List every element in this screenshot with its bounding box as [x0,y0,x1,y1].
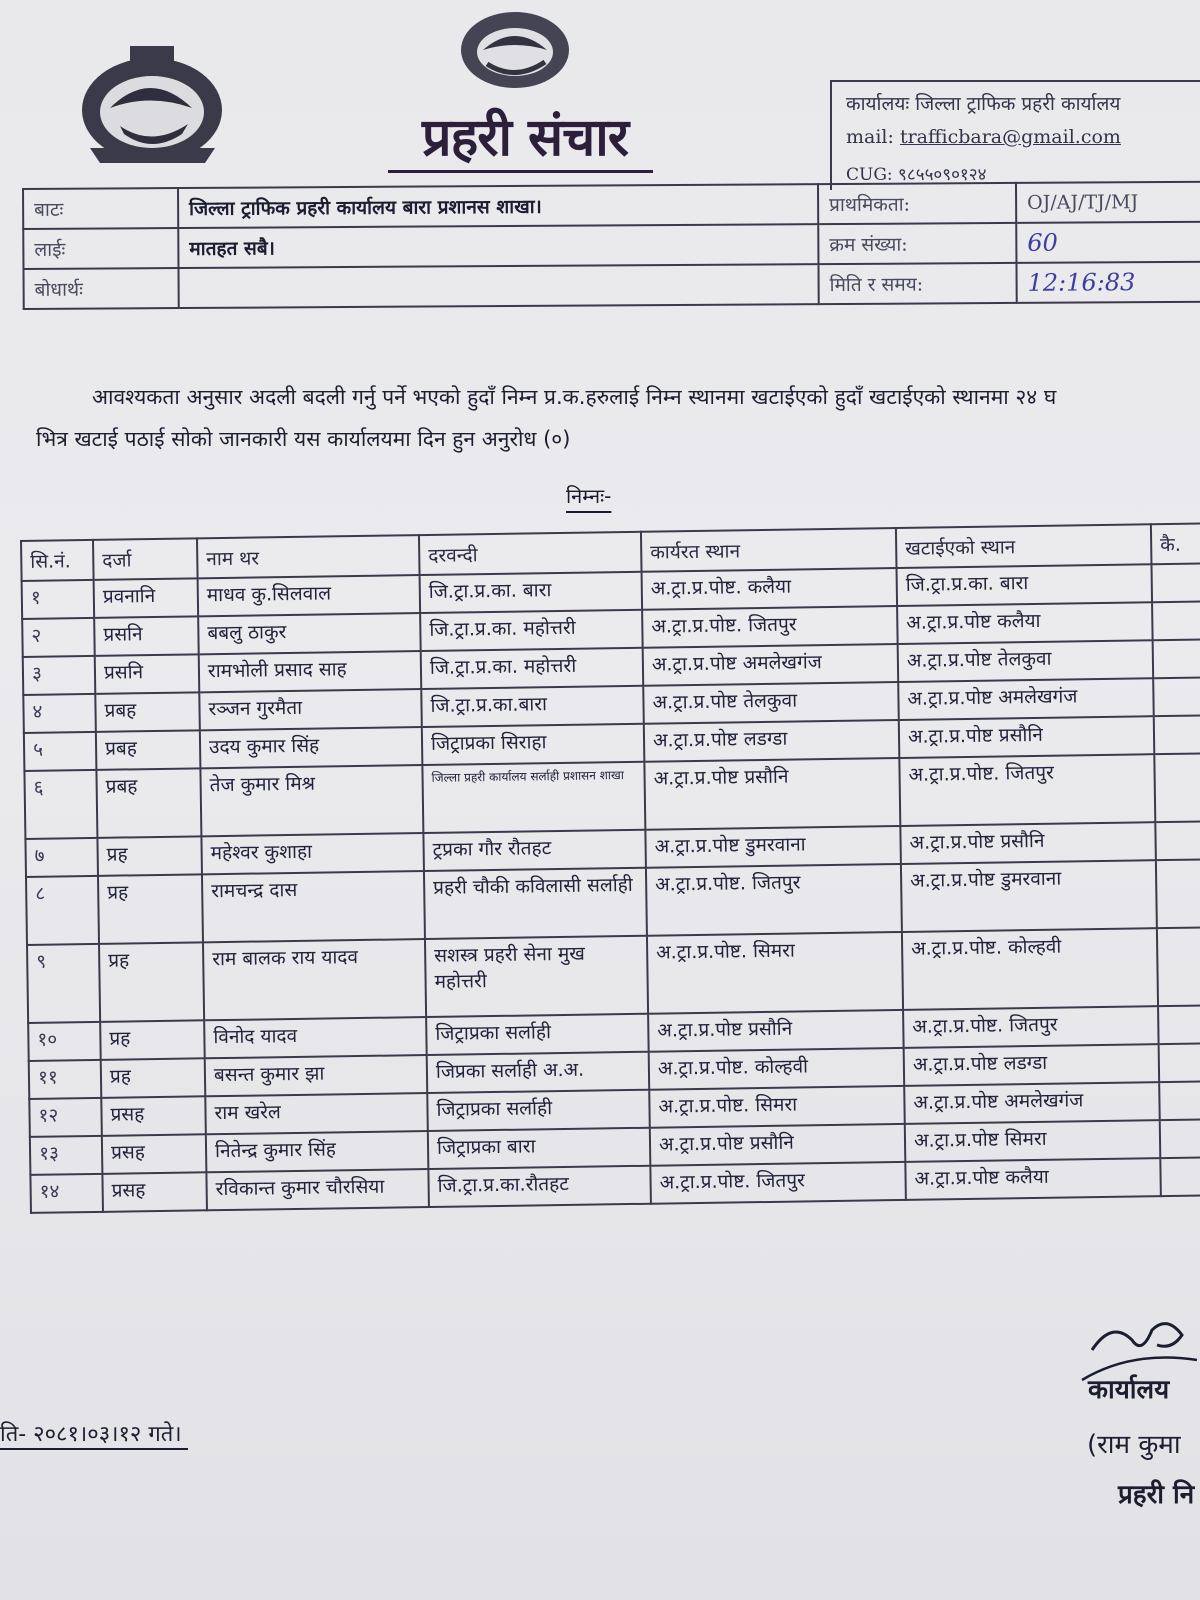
datetime-value: 12:16:83 [1016,262,1200,303]
serial-cell: ६ [24,770,97,839]
name-cell: तेज कुमार मिश्र [200,765,423,836]
name-cell: रविकान्त कुमार चौरसिया [206,1169,429,1210]
rank-cell: प्रसह [102,1134,207,1174]
current-station-cell: अ.ट्रा.प्र.पोष्ट प्रसौनि [644,758,900,830]
assigned-station-cell: अ.ट्रा.प्र.पोष्ट कलैया [905,1158,1161,1200]
body-paragraph-line1: आवश्यकता अनुसार अदली बदली गर्नु पर्ने भएको हुदाँ निम्न प्र.क.हरुलाई निम्न स्थानमा खटाईएको हुदाँ खटाईएको स्थानमा २४ घ [92,385,1057,409]
serial-cell: १२ [29,1098,102,1137]
name-cell: महेश्वर कुशाहा [201,833,424,874]
to-value: मातहत सबै। [178,224,818,268]
remarks-cell [1154,753,1200,822]
assigned-station-cell: अ.ट्रा.प्र.पोष्ट प्रसौनि [899,716,1155,758]
rank-cell: प्रवनानि [94,578,199,618]
serial-cell: ७ [25,838,98,877]
rank-cell: प्रबह [96,768,201,838]
post-cell: जि.ट्रा.प्र.का. महोत्तरी [420,610,643,651]
post-cell: जिट्राप्रका सिराहा [422,724,645,765]
from-label: बाटः [23,188,178,229]
post-cell: जि.ट्रा.प्र.का.रौतहट [428,1166,651,1207]
current-station-cell: अ.ट्रा.प्र.पोष्ट. जितपुर [642,606,898,648]
current-station-cell: अ.ट्रा.प्र.पोष्ट. जितपुर [650,1162,906,1204]
masthead [380,78,670,188]
remarks-cell [1153,677,1200,716]
rank-cell: प्रह [99,942,204,1022]
office-info-box [830,80,1200,190]
post-cell: जिल्ला प्रहरी कार्यालय सर्लाही प्रशासन शाखा [422,762,645,833]
rank-cell: प्रह [100,1020,205,1060]
serial-cell: ३ [23,656,96,695]
assigned-station-cell: जि.ट्रा.प्र.का. बारा [897,564,1153,606]
name-cell: रञ्जन गुरमैता [199,689,422,730]
remarks-cell [1160,1157,1200,1196]
body-paragraph-line2: भित्र खटाई पठाई सोको जानकारी यस कार्यालयमा दिन हुन अनुरोध (०) [36,427,571,451]
current-station-cell: अ.ट्रा.प्र.पोष्ट. सिमरा [649,1086,905,1128]
serial-cell: ८ [26,876,99,945]
remarks-cell [1151,563,1200,602]
priority-value: OJ/AJ/TJ/MJ [1016,182,1200,223]
rank-cell: प्रसनि [95,654,200,694]
masthead-title: प्रहरी संचार [422,107,628,168]
serial-cell: १० [28,1022,101,1061]
col-header-post: दरवन्दी [419,532,642,575]
assigned-station-cell: अ.ट्रा.प्र.पोष्ट अमलेखगंज [904,1082,1160,1124]
info-value [178,264,818,308]
remarks-cell [1159,1081,1200,1120]
to-label: लाईः [23,228,178,269]
signature-name: (राम कुमा [1087,1430,1181,1460]
rank-cell: प्रसह [102,1172,207,1212]
assigned-station-cell: अ.ट्रा.प्र.पोष्ट लडग्डा [904,1044,1160,1086]
post-cell: सशस्त्र प्रहरी सेना मुख महोत्तरी [425,936,648,1017]
assigned-station-cell: अ.ट्रा.प्र.पोष्ट प्रसौनि [900,822,1156,864]
col-header-remarks: कै. [1151,523,1200,564]
office-name: कार्यालयः जिल्ला ट्राफिक प्रहरी कार्यालय [846,93,1121,115]
name-cell: रामभोली प्रसाद साह [199,651,422,692]
from-value: जिल्ला ट्राफिक प्रहरी कार्यालय बारा प्रशानस शाखा। [178,184,818,228]
col-header-current-station: कार्यरत स्थान [641,528,897,572]
name-cell: उदय कुमार सिंह [200,727,423,768]
name-cell: नितेन्द्र कुमार सिंह [206,1131,429,1172]
name-cell: बबलु ठाकुर [198,613,421,654]
post-cell: जिट्राप्रका सर्लाही [426,1014,649,1055]
remarks-cell [1153,639,1200,678]
col-header-assigned-station: खटाईएको स्थान [896,524,1152,568]
post-cell: प्रहरी चौकी कविलासी सर्लाही [424,868,647,939]
datetime-label: मिति र समय: [818,263,1016,304]
assigned-station-cell: अ.ट्रा.प्र.पोष्ट. जितपुर [899,754,1155,826]
current-station-cell: अ.ट्रा.प्र.पोष्ट. कलैया [642,568,898,610]
col-header-rank: दर्जा [93,538,198,580]
remarks-cell [1152,601,1200,640]
assigned-station-cell: अ.ट्रा.प्र.पोष्ट कलैया [897,602,1153,644]
signature-post: प्रहरी नि [1118,1480,1195,1510]
rank-cell: प्रह [98,874,203,944]
col-header-serial: सि.नं. [21,540,94,581]
current-station-cell: अ.ट्रा.प्र.पोष्ट अमलेखगंज [643,644,899,686]
header-table [22,181,1200,310]
assigned-station-cell: अ.ट्रा.प्र.पोष्ट सिमरा [905,1120,1161,1162]
current-station-cell: अ.ट्रा.प्र.पोष्ट. जितपुर [646,864,902,936]
remarks-cell [1154,715,1200,754]
info-label: बोधार्थः [23,268,178,309]
name-cell: राम बालक राय यादव [203,939,426,1020]
current-station-cell: अ.ट्रा.प्र.पोष्ट तेलकुवा [643,682,899,724]
transfer-table [20,522,1200,1214]
assigned-station-cell: अ.ट्रा.प्र.पोष्ट. कोल्हवी [902,928,1158,1010]
remarks-cell [1155,821,1200,860]
remarks-cell [1157,927,1200,1006]
post-cell: ट्रप्रका गौर रौतहट [423,830,646,871]
name-cell: रामचन्द्र दास [202,871,425,942]
serial-cell: २ [22,618,95,657]
signature-office: कार्यालय [1088,1375,1170,1405]
post-cell: जि.ट्रा.प्र.का.बारा [421,686,644,727]
serial-cell: ९ [27,944,100,1023]
office-mail [846,126,1121,148]
remarks-cell [1158,1005,1200,1044]
current-station-cell: अ.ट्रा.प्र.पोष्ट प्रसौनि [648,1010,904,1052]
rank-cell: प्रसनि [94,616,199,656]
name-cell: माधव कु.सिलवाल [198,575,421,616]
post-cell: जि.ट्रा.प्र.का. बारा [420,572,643,613]
col-header-name: नाम थर [197,535,420,578]
transfer-table-body [22,563,1200,1213]
assigned-station-cell: अ.ट्रा.प्र.पोष्ट. जितपुर [903,1006,1159,1048]
serial-label: क्रम संख्या: [818,223,1016,264]
current-station-cell: अ.ट्रा.प्र.पोष्ट प्रसौनि [650,1124,906,1166]
current-station-cell: अ.ट्रा.प्र.पोष्ट लडग्डा [644,720,900,762]
remarks-cell [1160,1119,1200,1158]
post-cell: जि.ट्रा.प्र.का. महोत्तरी [421,648,644,689]
post-cell: जिट्राप्रका बारा [428,1128,651,1169]
serial-cell: ११ [29,1060,102,1099]
serial-value: 60 [1016,222,1200,263]
current-station-cell: अ.ट्रा.प्र.पोष्ट. सिमरा [647,932,903,1014]
police-emblem-icon [70,38,235,173]
assigned-station-cell: अ.ट्रा.प्र.पोष्ट तेलकुवा [898,640,1154,682]
footer-date: ति- २०८१।०३।१२ गते। [0,1418,188,1450]
list-heading: निम्नः- [566,484,612,508]
name-cell: बसन्त कुमार झा [205,1055,428,1096]
assigned-station-cell: अ.ट्रा.प्र.पोष्ट अमलेखगंज [898,678,1154,720]
serial-cell: १४ [30,1174,103,1213]
post-cell: जिप्रका सर्लाही अ.अ. [427,1052,650,1093]
rank-cell: प्रसह [101,1096,206,1136]
post-cell: जिट्राप्रका सर्लाही [427,1090,650,1131]
rank-cell: प्रह [97,836,202,876]
mail-address: trafficbara@gmail.com [899,126,1121,148]
rank-cell: प्रह [101,1058,206,1098]
remarks-cell [1159,1043,1200,1082]
name-cell: विनोद यादव [204,1017,427,1058]
current-station-cell: अ.ट्रा.प्र.पोष्ट डुमरवाना [645,826,901,868]
serial-cell: ५ [24,732,97,771]
name-cell: राम खरेल [205,1093,428,1134]
rank-cell: प्रबह [95,692,200,732]
masthead-rule [388,170,653,173]
serial-cell: ४ [23,694,96,733]
header-row-info [23,262,1200,309]
serial-cell: १ [22,580,95,619]
current-station-cell: अ.ट्रा.प्र.पोष्ट. कोल्हवी [649,1048,905,1090]
rank-cell: प्रबह [96,730,201,770]
assigned-station-cell: अ.ट्रा.प्र.पोष्ट डुमरवाना [901,860,1157,932]
serial-cell: १३ [30,1136,103,1175]
remarks-cell [1156,859,1200,928]
priority-label: प्राथमिकता: [818,183,1016,224]
mail-label: mail: [846,126,900,148]
office-cug: CUG: ९८५५०९०१२४ [846,165,987,185]
